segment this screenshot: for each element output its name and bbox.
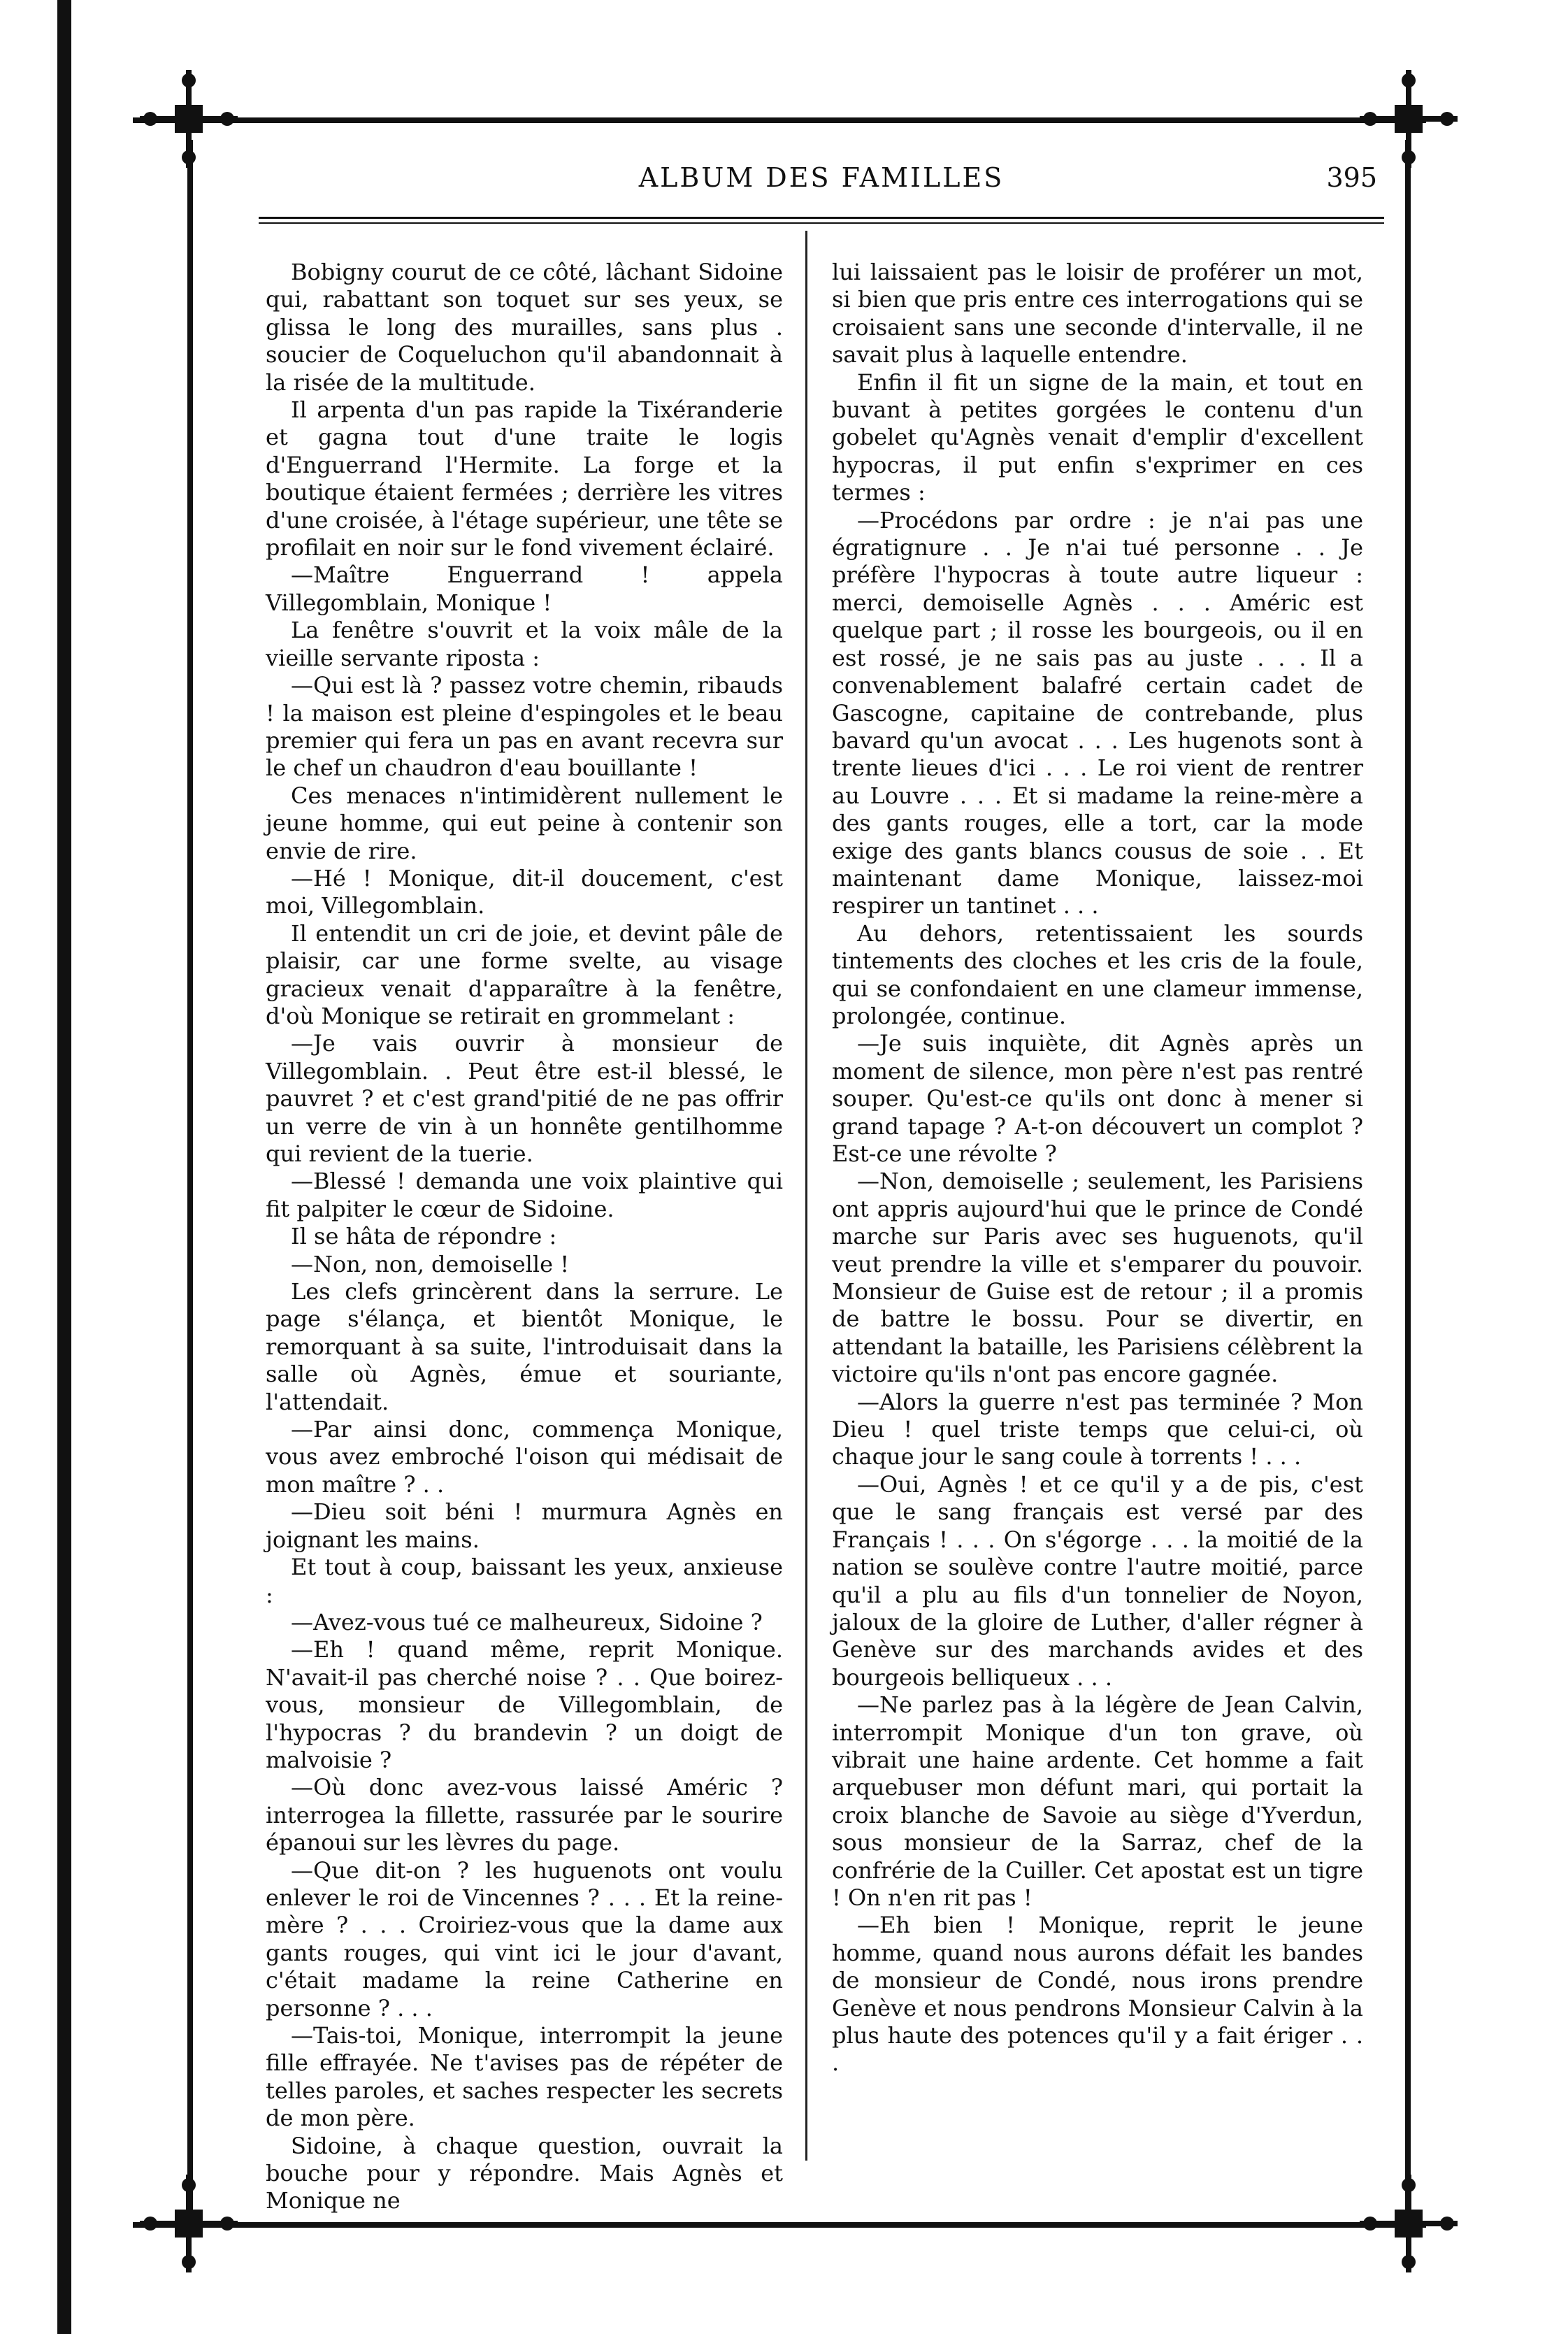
page-header <box>259 162 1384 204</box>
paragraph: —Blessé ! demanda une voix plaintive qui fit palpiter le cœur de Sidoine. <box>266 1168 783 1222</box>
paragraph: Et tout à coup, baissant les yeux, anxieuse : <box>266 1554 783 1608</box>
paragraph: lui laissaient pas le loisir de proférer un mot, si bien que pris entre ces interrogations qui se croisaient sans une seconde d'intervalle, il ne savait plus à laquelle entendre. <box>832 259 1363 368</box>
paragraph: Au dehors, retentissaient les sourds tintements des cloches et les cris de la foule, qui se confondaient en une clameur immense, prolongée, continue. <box>832 919 1363 1029</box>
frame-right-border <box>1405 140 1411 2210</box>
paragraph: Il se hâta de répondre : <box>291 1223 557 1250</box>
column-divider <box>805 231 807 2161</box>
paragraph: La fenêtre s'ouvrit et la voix mâle de la vieille servante riposta : <box>266 617 783 671</box>
corner-ornament-bottom-right <box>1356 2171 1461 2276</box>
running-title: ALBUM DES FAMILLES <box>638 162 1005 193</box>
paragraph: Les clefs grincèrent dans la serrure. Le page s'élança, et bientôt Monique, le remorquant à sa suite, l'introduisait dans la salle où Agnès, émue et souriante, l'attendait. <box>266 1278 783 1415</box>
paragraph: —Tais-toi, Monique, interrompit la jeune fille effrayée. Ne t'avises pas de répéter de telles paroles, et saches respecter les secrets de mon père. <box>266 2022 783 2132</box>
paragraph: Bobigny courut de ce côté, lâchant Sidoine qui, rabattant son toquet sur ses yeux, se glissa le long des murailles, sans plus . soucier de Coqueluchon qu'il abandonnait à la risée de la multitude. <box>266 259 783 396</box>
left-column <box>266 259 783 2214</box>
paragraph: Enfin il fit un signe de la main, et tout en buvant à petites gorgées le contenu d'un gobelet qu'Agnès venait d'emplir d'excellent hypocras, il put enfin s'exprimer en ces termes : <box>832 368 1363 506</box>
paragraph: —Qui est là ? passez votre chemin, ribauds ! la maison est pleine d'espingoles et le beau premier qui fera un pas en avant recevra sur le chef un chaudron d'eau bouillante ! <box>266 672 783 782</box>
right-column <box>832 259 1363 2161</box>
paragraph: —Que dit-on ? les huguenots ont voulu enlever le roi de Vincennes ? . . . Et la reine-mère ? . . . Croiriez-vous que la dame aux gants rouges, qui vint ici le jour d'avant, c'était madame la reine Catherine en personne ? . . . <box>266 1856 783 2021</box>
paragraph: —Avez-vous tué ce malheureux, Sidoine ? <box>291 1608 763 1635</box>
paragraph: Sidoine, à chaque question, ouvrait la bouche pour y répondre. Mais Agnès et Monique ne <box>266 2132 783 2214</box>
frame-top-border <box>133 117 1426 123</box>
paragraph: —Procédons par ordre : je n'ai pas une égratignure . . Je n'ai tué personne . . Je préfère l'hypocras à toute autre liqueur : merci, demoiselle Agnès . . . Améric est quelque part ; il rosse les bourgeois, ou il en est rossé, je ne sais pas au juste . . . Il a convenablement balafré certain cadet de Gascogne, capitaine de contrebande, plus bavard qu'un avocat . . . Les hugenots sont à trente lieues d'ici . . . Le roi vient de rentrer au Louvre . . . Et si madame la reine-mère a des gants rouges, elle a tort, car la mode exige des gants blancs cousus de soie . . Et maintenant dame Monique, laissez-moi respirer un tantinet . . . <box>832 506 1363 919</box>
frame-left-border <box>187 140 193 2210</box>
paragraph: —Non, demoiselle ; seulement, les Parisiens ont appris aujourd'hui que le prince de Condé marche sur Paris avec ses huguenots, qu'il veut prendre la ville et s'emparer du pouvoir. Monsieur de Guise est de retour ; il a promis de battre le bossu. Pour se divertir, en attendant la bataille, les Parisiens célèbrent la victoire qu'ils n'ont pas encore gagnée. <box>832 1168 1363 1388</box>
paragraph: —Eh ! quand même, reprit Monique. N'avait-il pas cherché noise ? . . Que boirez-vous, monsieur de Villegomblain, de l'hypocras ? du brandevin ? un doigt de malvoisie ? <box>266 1636 783 1773</box>
scan-edge <box>57 0 71 2334</box>
paragraph: —Hé ! Monique, dit-il doucement, c'est moi, Villegomblain. <box>266 864 783 919</box>
paragraph: Il arpenta d'un pas rapide la Tixéranderie et gagna tout d'une traite le logis d'Enguerrand l'Hermite. La forge et la boutique étaient fermées ; derrière les vitres d'une croisée, à l'étage supérieur, une tête se profilait en noir sur le fond vivement éclairé. <box>266 396 783 561</box>
paragraph: —Oui, Agnès ! et ce qu'il y a de pis, c'est que le sang français est versé par des Français ! . . . On s'égorge . . . la moitié de la nation se soulève contre l'autre moitié, parce qu'il a plu au fils d'un tonnelier de Noyon, jaloux de la gloire de Luther, d'aller régner à Genève sur des marchands avides et des bourgeois belliqueux . . . <box>832 1470 1363 1691</box>
corner-ornament-top-left <box>136 66 241 171</box>
paragraph: —Eh bien ! Monique, reprit le jeune homme, quand nous aurons défait les bandes de monsieur de Condé, nous irons prendre Genève et nous pendrons Monsieur Calvin à la plus haute des potences qu'il y a fait ériger . . . <box>832 1912 1363 2077</box>
paragraph: —Dieu soit béni ! murmura Agnès en joignant les mains. <box>266 1498 783 1553</box>
paragraph: —Je vais ouvrir à monsieur de Villegomblain. . Peut être est-il blessé, le pauvret ? et c'est grand'pitié de ne pas offrir un verre de vin à un honnête gentilhomme qui revient de la tuerie. <box>266 1030 783 1167</box>
corner-ornament-bottom-left <box>136 2171 241 2276</box>
paragraph: —Par ainsi donc, commença Monique, vous avez embroché l'oison qui médisait de mon maître ? . . <box>266 1416 783 1498</box>
paragraph: —Non, non, demoiselle ! <box>291 1250 570 1277</box>
header-rule <box>259 217 1384 219</box>
paragraph: —Où donc avez-vous laissé Améric ? interrogea la fillette, rassurée par le sourire épanoui sur les lèvres du page. <box>266 1774 783 1856</box>
paragraph: —Ne parlez pas à la légère de Jean Calvin, interrompit Monique d'un ton grave, où vibrait une haine ardente. Cet homme a fait arquebuser mon défunt mari, qui portait la croix blanche de Savoie au siège d'Yverdun, sous monsieur de la Sarraz, chef de la confrérie de la Cuiller. Cet apostat est un tigre ! On n'en rit pas ! <box>832 1691 1363 1911</box>
paragraph: —Maître Enguerrand ! appela Villegomblain, Monique ! <box>266 561 783 616</box>
corner-ornament-top-right <box>1356 66 1461 171</box>
page-number: 395 <box>1326 162 1377 193</box>
frame-bottom-border <box>133 2222 1426 2228</box>
paragraph: Ces menaces n'intimidèrent nullement le jeune homme, qui eut peine à contenir son envie de rire. <box>266 782 783 864</box>
paragraph: —Je suis inquiète, dit Agnès après un moment de silence, mon père n'est pas rentré souper. Qu'est-ce qu'ils ont donc à mener si grand tapage ? A-t-on découvert un complot ? Est-ce une révolte ? <box>832 1030 1363 1167</box>
header-rule-thin <box>259 222 1384 224</box>
paragraph: —Alors la guerre n'est pas terminée ? Mon Dieu ! quel triste temps que celui-ci, où chaque jour le sang coule à torrents ! . . . <box>832 1388 1363 1470</box>
paragraph: Il entendit un cri de joie, et devint pâle de plaisir, car une forme svelte, au visage gracieux venait d'apparaître à la fenêtre, d'où Monique se retirait en grommelant : <box>266 919 783 1029</box>
